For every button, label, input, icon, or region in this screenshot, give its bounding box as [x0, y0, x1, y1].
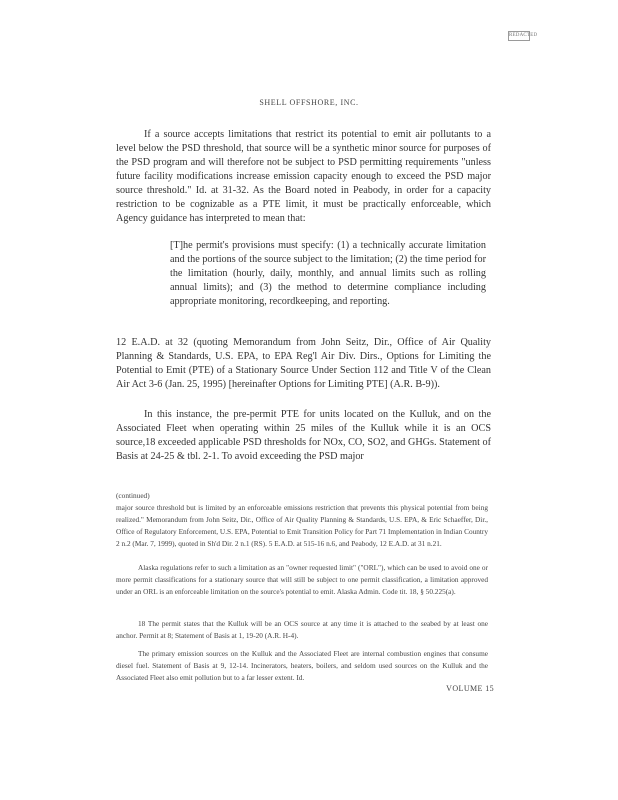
- volume-label: VOLUME 15: [446, 684, 494, 693]
- footnote-continued-label: (continued): [116, 491, 150, 500]
- corner-stamp: REDACTED: [508, 31, 530, 41]
- footnote-17: Alaska regulations refer to such a limitation as an "owner requested limit" ("ORL"), which can be used to avoid one or more permit classifications for a stationary source that will still be subject to one permit classification, a limitation approved under an ORL is an enforceable limitation on the source's potential to emit. Alaska Admin. Code tit. 18, § 50.225(a).: [116, 563, 488, 596]
- body-paragraph-1: If a source accepts limitations that restrict its potential to emit air pollutants to a level below the PSD threshold, that source will be a synthetic minor source for purposes of the PSD program and will therefore not be subject to PSD permitting requirements "unless future facility modifications increase emission capacity enough to exceed the PSD major source threshold." Id. at 31-32. As the Board noted in Peabody, in order for a capacity restriction to be cognizable as a PTE limit, it must be practically enforceable, which Agency guidance has interpreted to mean that:: [116, 129, 491, 224]
- running-head: SHELL OFFSHORE, INC.: [259, 98, 359, 107]
- block-quote: [T]he permit's provisions must specify: (1) a technically accurate limitation and the portions of the source subject to the limitation; (2) the time period for the limitation (hourly, daily, monthly, and annual limits such as rolling annual limits); and (3) the method to determine compliance including appropriate monitoring, recordkeeping, and reporting.: [170, 240, 486, 307]
- citation-paragraph: 12 E.A.D. at 32 (quoting Memorandum from John Seitz, Dir., Office of Air Quality Planning & Standards, U.S. EPA, to EPA Reg'l Air Div. Dirs., Options for Limiting the Potential to Emit (PTE) of a Stationary Source Under Section 112 and Title V of the Clean Air Act 3-6 (Jan. 25, 1995) [hereinafter Options for Limiting PTE] (A.R. B-9)).: [116, 337, 491, 390]
- footnote-19: The primary emission sources on the Kulluk and the Associated Fleet are internal combustion engines that consume diesel fuel. Statement of Basis at 9, 12-14. Incinerators, heaters, boilers, and seldom used sources on the Kulluk and the Associated Fleet also emit pollution but to a far lesser extent. Id.: [116, 649, 488, 682]
- footnote-continued-text: major source threshold but is limited by an enforceable emissions restriction that prevents this physical potential from being realized." Memorandum from John Seitz, Dir., Office of Air Quality Planning & Standards, U.S. EPA, & Eric Schaeffer, Dir., Office of Regulatory Enforcement, U.S. EPA, Potential to Emit Transition Policy for Part 71 Implementation in Indian Country 2 n.2 (Mar. 7, 1999), quoted in Sh'd Dir. 2 n.1 (RS). 5 E.A.D. at 515-16 n.6, and Peabody, 12 E.A.D. at 31 n.21.: [116, 503, 488, 548]
- body-paragraph-3: In this instance, the pre-permit PTE for units located on the Kulluk, and on the Associated Fleet when operating within 25 miles of the Kulluk while it is an OCS source,18 exceeded applicable PSD thresholds for NOx, CO, SO2, and GHGs. Statement of Basis at 24-25 & tbl. 2-1. To avoid exceeding the PSD major: [116, 409, 491, 462]
- footnote-18: 18 The permit states that the Kulluk will be an OCS source at any time it is attached to the seabed by at least one anchor. Permit at 8; Statement of Basis at 1, 19-20 (A.R. H-4).: [116, 619, 488, 640]
